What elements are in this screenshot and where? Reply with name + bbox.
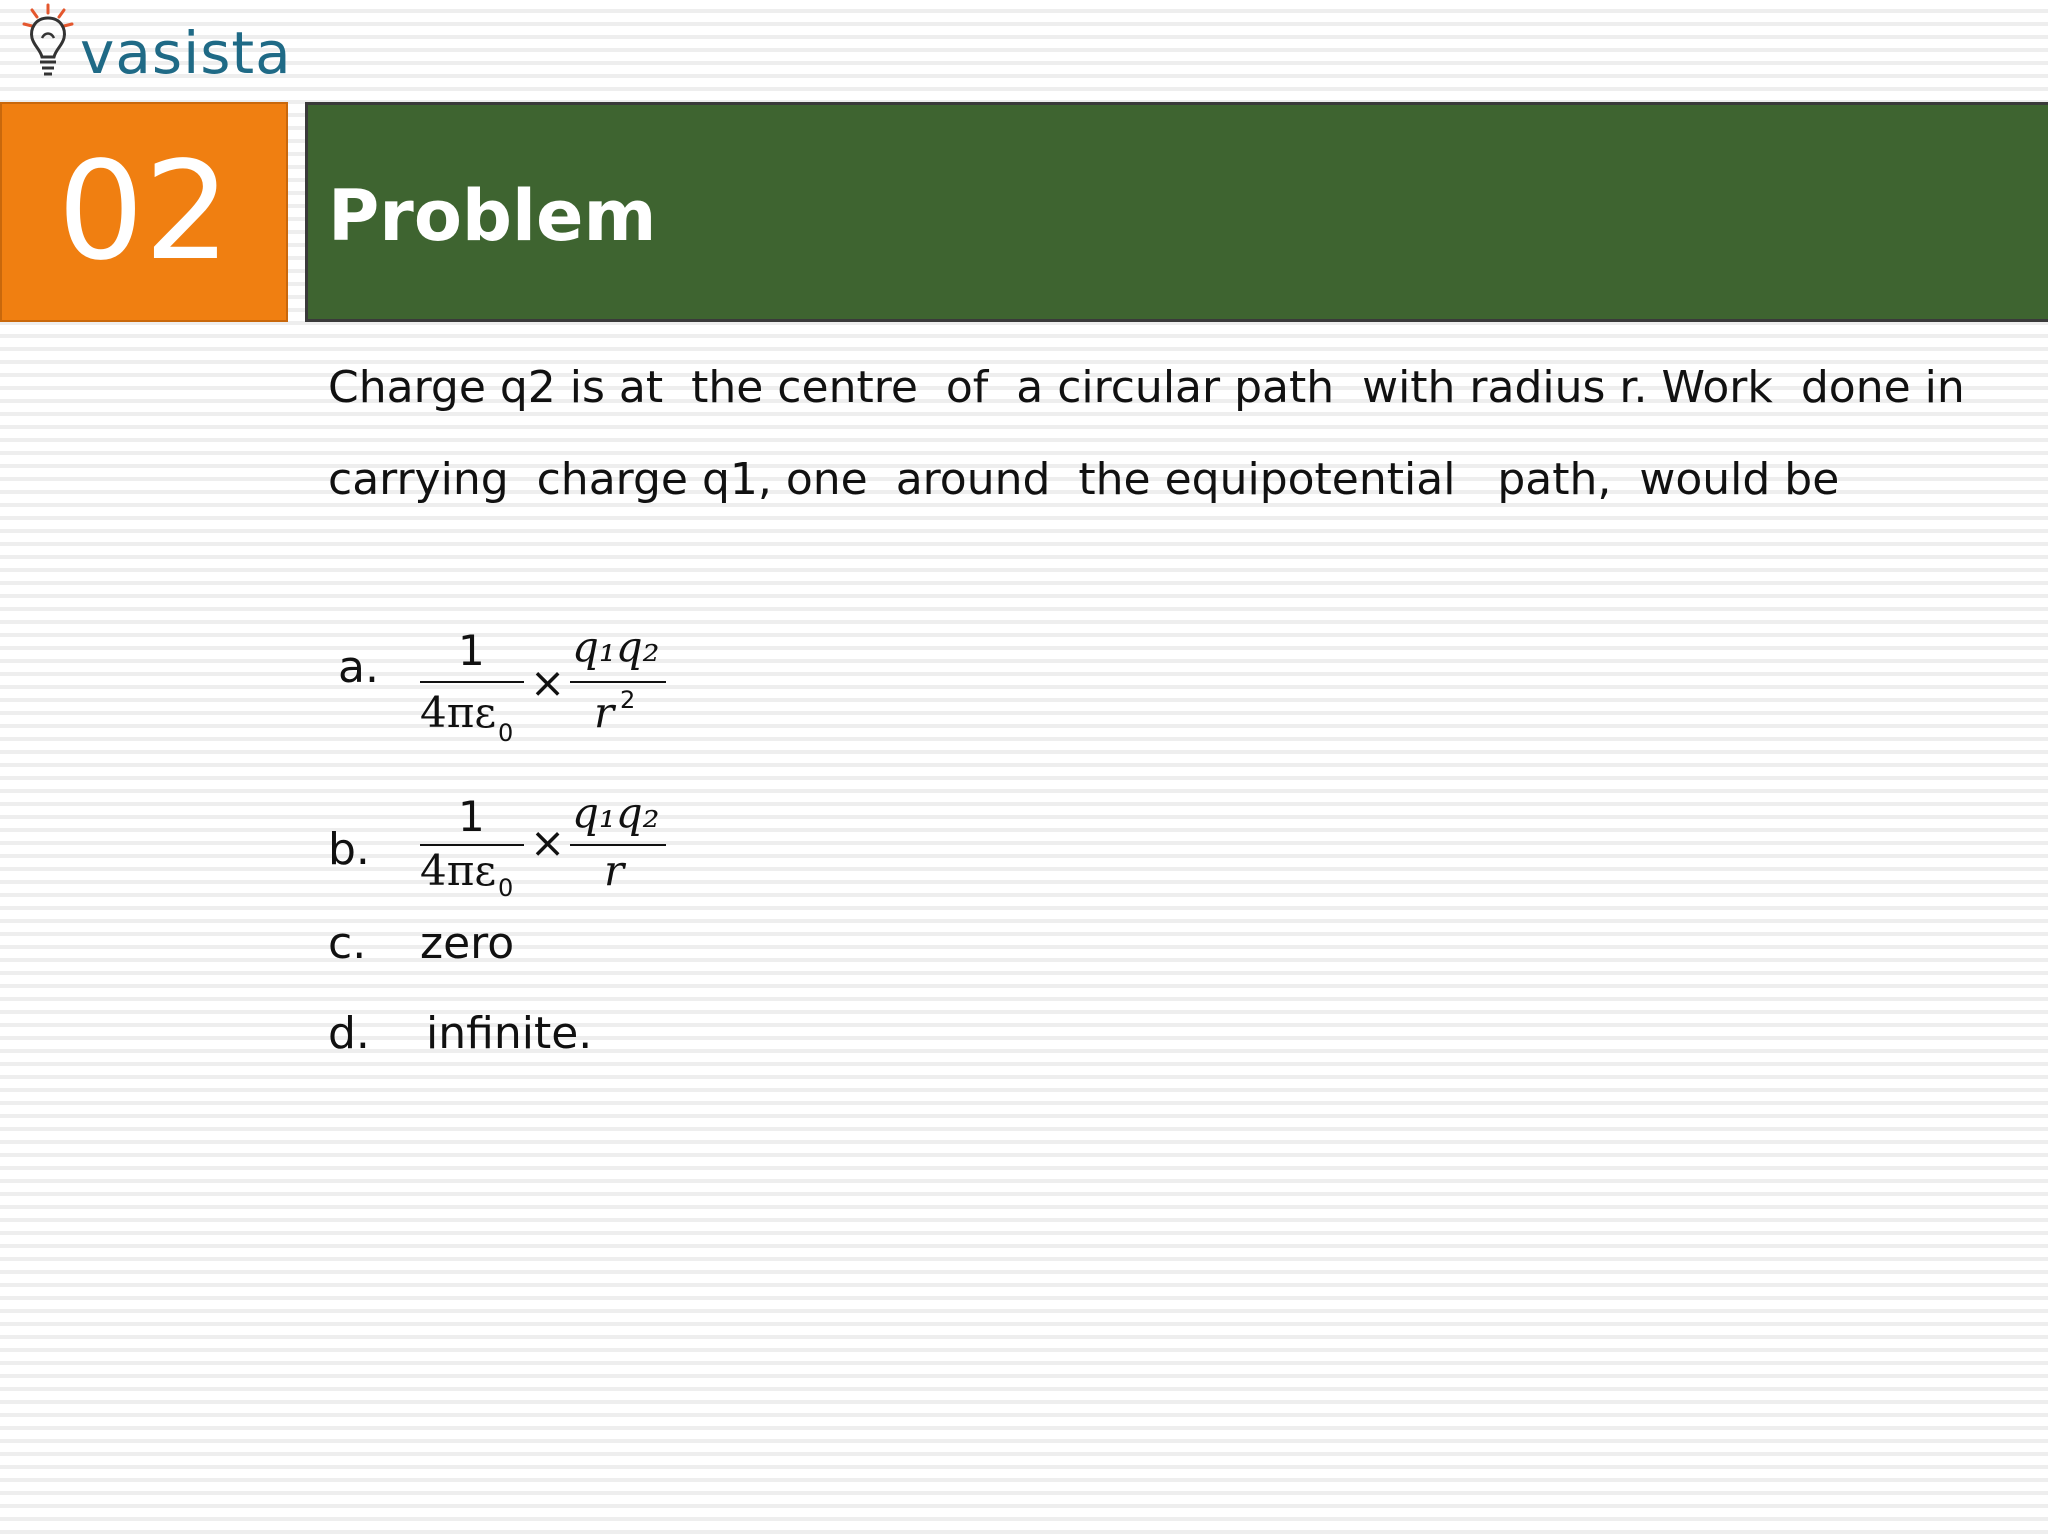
option-b-den-left-sub: 0 <box>498 874 514 902</box>
title-bar <box>305 102 2048 322</box>
page-title: Problem <box>328 175 657 257</box>
lightbulb-icon <box>18 2 88 92</box>
slide-number-box <box>0 102 288 322</box>
option-b-times: × <box>530 818 566 867</box>
option-d-label: d. <box>328 1008 370 1059</box>
option-b-formula <box>418 788 678 902</box>
question-line-1: Charge q2 is at the centre of a circular path with radius r. Work done in <box>328 362 1965 413</box>
option-b-den-left: 4πε <box>420 846 497 895</box>
option-d-text: infinite. <box>426 1008 593 1059</box>
option-a-den-left-sub: 0 <box>498 719 514 747</box>
option-b-label: b. <box>328 824 370 875</box>
logo-wordmark: vasista <box>80 19 292 87</box>
option-a-num-right: q₁q₂ <box>572 622 660 671</box>
option-a-formula <box>418 622 678 747</box>
option-b-num-left: 1 <box>458 792 485 841</box>
vasista-logo <box>18 2 292 98</box>
option-a-times: × <box>530 658 566 707</box>
option-a-den-left: 4πε <box>420 688 497 737</box>
option-a-den-right: r <box>594 688 615 737</box>
option-a-num-left: 1 <box>458 626 485 675</box>
option-c-text: zero <box>420 918 515 969</box>
option-a-fraction-bar-left <box>420 681 524 683</box>
option-a-den-right-sup: 2 <box>620 686 636 714</box>
option-c-label: c. <box>328 918 367 969</box>
option-b-num-right: q₁q₂ <box>572 788 660 837</box>
option-a-fraction-bar-right <box>570 681 666 683</box>
slide-number: 02 <box>57 133 231 291</box>
question-line-2: carrying charge q1, one around the equipotential path, would be <box>328 454 1840 505</box>
option-b-den-right: r <box>604 846 625 895</box>
option-a-label: a. <box>338 642 379 693</box>
